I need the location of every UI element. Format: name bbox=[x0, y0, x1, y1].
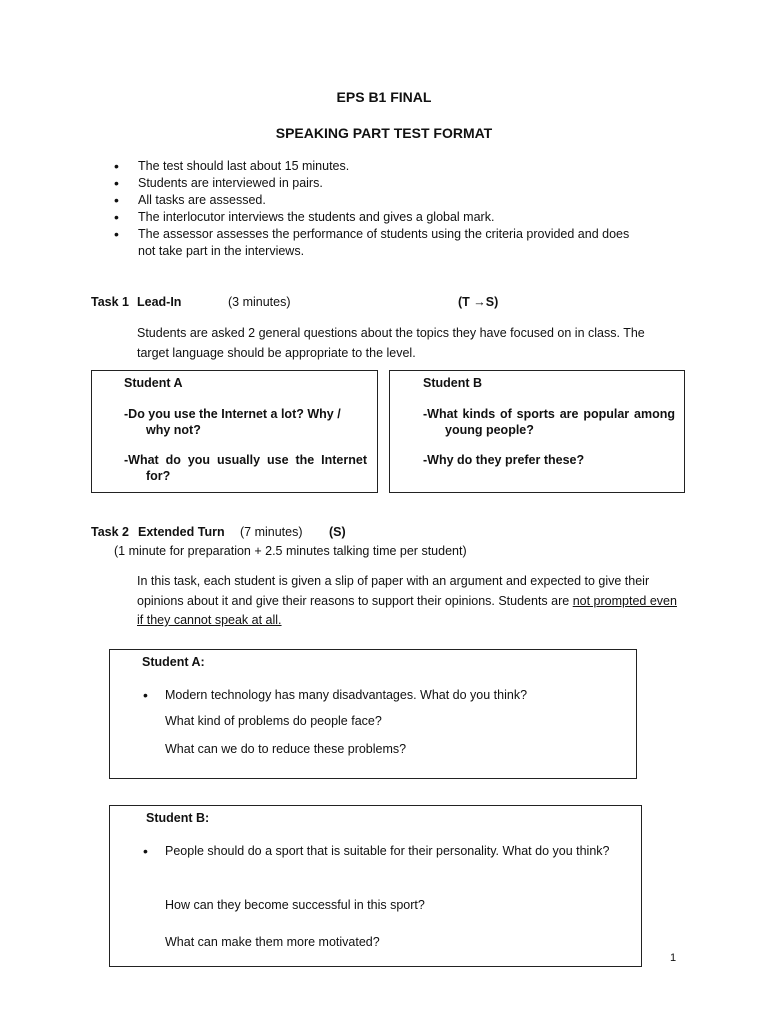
task1-student-b-box bbox=[389, 370, 685, 493]
task2-student-b-question-2: What can make them more motivated? bbox=[165, 935, 380, 949]
task2-heading bbox=[91, 525, 346, 539]
prompt-text: Modern technology has many disadvantages. What do you think? bbox=[165, 688, 528, 702]
task2-student-a-question-1: What kind of problems do people face? bbox=[165, 714, 382, 728]
task1-time: (3 minutes) bbox=[228, 295, 291, 309]
list-item: • The test should last about 15 minutes. bbox=[112, 158, 672, 175]
task1-name: Lead-In bbox=[137, 295, 182, 309]
task1-student-b-question-1 bbox=[423, 406, 675, 438]
question-continuation: why not? bbox=[146, 423, 201, 437]
list-item: • The interlocutor interviews the students and gives a global mark. bbox=[112, 209, 672, 226]
page-number: 1 bbox=[670, 952, 677, 964]
task2-student-b-box bbox=[109, 805, 642, 967]
document-subtitle: SPEAKING PART TEST FORMAT bbox=[275, 125, 493, 141]
task2-student-b-label: Student B: bbox=[146, 811, 210, 825]
task1-student-a-box bbox=[91, 370, 378, 493]
task2-student-a-box bbox=[109, 649, 637, 779]
task1-mode: (T →S) bbox=[458, 295, 499, 309]
task2-student-a-prompt bbox=[143, 686, 615, 704]
task2-time: (7 minutes) bbox=[240, 525, 303, 539]
list-item: • The assessor assesses the performance of students using the criteria provided and does not take part in the interviews. bbox=[112, 226, 672, 260]
task1-number: Task 1 bbox=[91, 295, 129, 309]
list-item: • Students are interviewed in pairs. bbox=[112, 175, 672, 192]
bullet-icon: • bbox=[143, 687, 148, 703]
prompt-text: People should do a sport that is suitable for their personality. What do you think? bbox=[165, 844, 610, 858]
question-text: -Why do they prefer these? bbox=[423, 453, 585, 467]
task2-mode: (S) bbox=[329, 525, 346, 539]
question-text: -What do you usually use the Internet bbox=[124, 453, 367, 467]
question-text: -Do you use the Internet a lot? Why / bbox=[124, 407, 341, 421]
task1-student-a-label: Student A bbox=[124, 376, 183, 390]
task2-name: Extended Turn bbox=[138, 525, 225, 539]
task1-description: Students are asked 2 general questions about the topics they have focused on in class. The target language should be appropriate to the level. bbox=[137, 326, 645, 360]
task2-number: Task 2 bbox=[91, 525, 129, 539]
task2-description bbox=[137, 572, 677, 631]
task2-prep-note: (1 minute for preparation + 2.5 minutes talking time per student) bbox=[114, 544, 467, 558]
task1-heading bbox=[91, 295, 499, 309]
description-text: In this task, each student is given a slip of paper with an argument and expected to give their opinions about it and give their reasons to support their opinions. Students are bbox=[137, 574, 650, 608]
question-continuation: young people? bbox=[445, 423, 534, 437]
bullet-icon: • bbox=[143, 843, 148, 859]
list-item: • All tasks are assessed. bbox=[112, 192, 672, 209]
task1-student-b-label: Student B bbox=[423, 376, 483, 390]
description-underlined-text: not prompted even if they cannot speak at all. bbox=[137, 593, 677, 627]
task2-student-a-question-2: What can we do to reduce these problems? bbox=[165, 742, 407, 756]
task2-student-b-question-1: How can they become successful in this sport? bbox=[165, 898, 425, 912]
task1-student-a-question-2 bbox=[124, 452, 367, 484]
task1-student-b-question-2 bbox=[423, 452, 675, 468]
task1-student-a-question-1 bbox=[124, 406, 367, 438]
document-title: EPS B1 FINAL bbox=[336, 89, 432, 105]
task2-student-b-prompt bbox=[143, 842, 610, 860]
question-continuation: for? bbox=[146, 469, 171, 483]
question-text: -What kinds of sports are popular among bbox=[423, 407, 675, 421]
task2-student-a-label: Student A: bbox=[142, 655, 205, 669]
intro-bullet-list bbox=[112, 158, 672, 260]
